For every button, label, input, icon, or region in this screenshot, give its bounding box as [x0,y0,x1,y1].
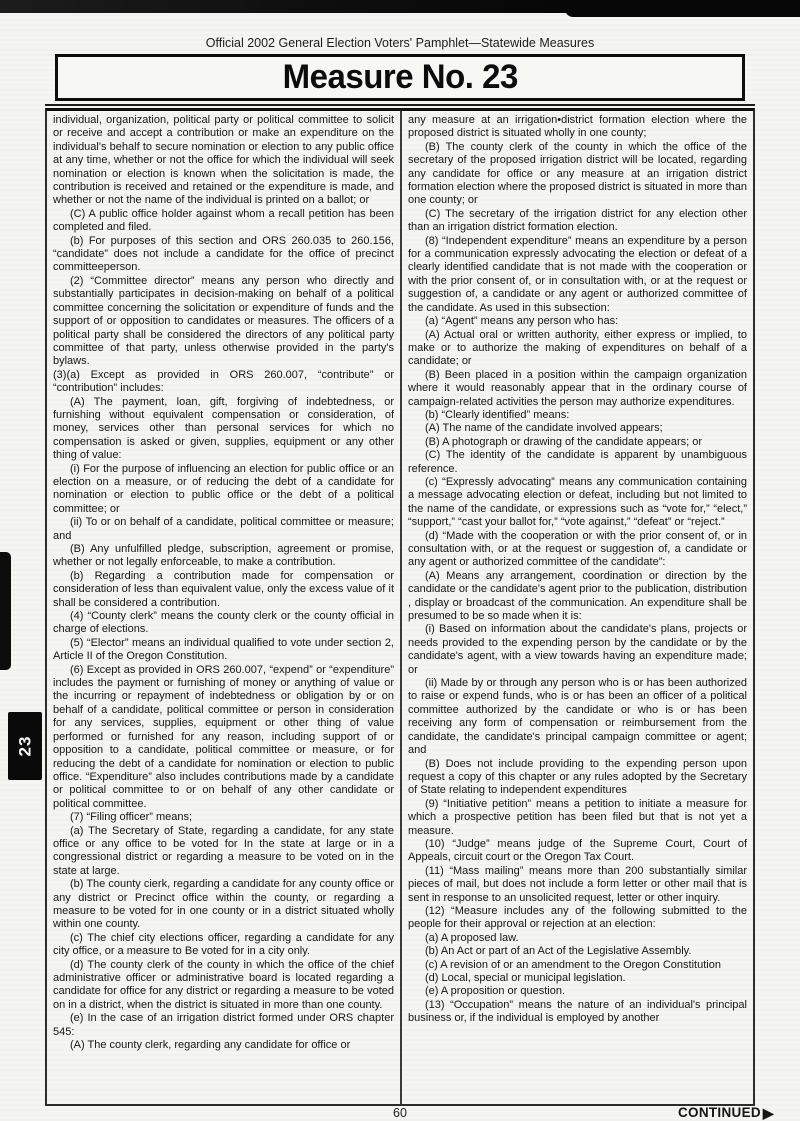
paragraph: (c) A revision of or an amendment to the Oregon Constitution [425,958,721,971]
paragraph: (b) The county cierk, regarding a candidate for any county office or any district or Precinct office within the county, or regarding a measure to be voted for in one county or in a district situated wholly within one county. [53,878,394,931]
paragraph: individual, organization, political party or political committee to solicit or receive and accept a contribution or make an expenditure on the individual's behalf to secure nomination or election to any public office at any time, whether or not the office for which the individual will seek nomination or election is known when the solicitation is made, the contribution is received and retained or the expenditure is made, and whether or not the name of the individual is printed on a ballot; or [53,114,394,207]
measure-title-box [55,54,745,101]
paragraph: (b) “Clearly identified” means: [425,408,570,421]
paragraph: (ii) Made by or through any person who is or has been authorized to raise or expend funds, who is or has been an officer of a political committee authorized by the candidate or who is or has been receiving any form of compensation or reimbursement from the candidate, the candidate's principal campaign committee or agent; and [408,677,747,757]
continued-arrow-icon: ▶ [762,1104,774,1121]
divider-rule [45,104,755,106]
paragraph: (e) In the case of an irrigation district formed under ORS chapter 545: [53,1012,394,1038]
scan-smudge [0,552,11,670]
paragraph: (B) Been placed in a position within the campaign organization where it would reasonably appear that in the ordinary course of campaign-related activities the person may authorize expenditures. [408,368,747,408]
paragraph: (d) The county clerk of the county in which the office of the chief administrative officer or administrative board is located regarding a candidate for office for any district or regarding a measure to be voted on in a district, when the district is situated in more than one county. [53,958,394,1011]
paragraph: (9) “Initiative petition” means a petition to initiate a measure for which a prospective petition has been filed but that is not yet a measure. [408,797,747,837]
paragraph: (e) A proposition or question. [425,985,566,998]
text-column-left [47,111,400,1104]
paragraph: (c) The chief city elections officer, regarding a candidate for any city office, or a measure to Be voted for in a city only. [53,931,394,958]
page-number: 60 [393,1106,407,1120]
paragraph: (C) A public office holder against whom a recall petition has been completed and filed. [53,207,394,234]
paragraph: (12) “Measure includes any of the following submitted to the people for their approval or rejection at an election: [408,904,747,931]
paragraph: (B) Any unfulfilled pledge, subscription, agreement or promise, whether or not legally enforceable, to make a contribution. [53,543,394,569]
paragraph: (10) “Judge” means judge of the Supreme Court, Court of Appeals, circuit court or the Oregon Tax Court. [408,837,747,864]
paragraph: (a) “Agent” means any person who has: [425,315,619,328]
running-header: Official 2002 General Election Voters' Pamphlet—Statewide Measures [205,36,595,50]
paragraph: (2) “Committee director” means any person who directly and substantially participates in decision-making on behalf of a political committee concerning the solicitation or expenditure of funds and the support of or opposition to candidates or measures. The officers of a political party shall be considered the directors of any political party committee of that party, unless otherwise provided in the party's bylaws. [53,274,394,368]
paragraph: (8) “Independent expenditure” means an expenditure by a person for a communication expressly advocating the election or defeat of a clearly identified candidate that is not made with the cooperation or with the prior consent of, or in consultation with, or at the request or suggestion of, a candidate or any agent or authorized committee of the candidate. As used in this subsection: [408,234,747,314]
paragraph: (3)(a) Except as provided in ORS 260.007, “contribute” or “contribution” includes: [53,368,394,395]
paragraph: (11) “Mass mailing” means more than 200 substantially similar pieces of mail, but does not include a form letter or other mail that is sent in response to an unsolicited request, letter or other inquiry. [408,864,747,904]
paragraph: (a) The Secretary of State, regarding a candidate, for any state office or any office to be voted for In the state at large or in a congressional district or regarding a measure to be voted on in the state at large. [53,824,394,877]
text-column-right [400,111,753,1104]
paragraph: (13) “Occupation” means the nature of an individual's principal business or, if the individual is employed by another [408,998,747,1025]
paragraph: (4) “County clerk” means the county clerk or the county official in charge of elections. [53,610,394,636]
paragraph: (i) For the purpose of influencing an election for public office or an election on a measure, or of reducing the debt of a candidate for nomination or election to public office or the debt of a political committee; or [53,462,394,515]
continued-marker [678,1105,774,1120]
continued-label: CONTINUED [677,1105,761,1120]
paragraph: (b) For purposes of this section and ORS 260.035 to 260.156, “candidate” does not include a candidate for the office of precinct committeeperson. [53,234,394,274]
paragraph: (i) Based on information about the candidate's plans, projects or needs provided to the expending person by the candidate or by the candidate's agent, with a view towards having an expenditure made; or [408,623,747,676]
paragraph: (B) Does not include providing to the expending person upon request a copy of this chapter or any rules adopted by the Secretary of State relating to independent expenditures [408,757,747,797]
paragraph: (C) The secretary of the irrigation district for any election other than an irrigation district formation election. [408,207,747,234]
paragraph: (5) “Elector” means an individual qualified to vote under section 2, Article II of the Oregon Constitution. [53,636,394,663]
measure-side-tab [8,712,42,780]
scan-edge-top-right [565,0,800,17]
paragraph: (7) “Filing officer” means; [70,811,193,824]
paragraph: (B) A photograph or drawing of the candidate appears; or [425,435,703,448]
paragraph: (C) The identity of the candidate is apparent by unambiguous reference. [408,449,747,475]
page-title: Measure No. 23 [282,58,518,96]
paragraph: (b) An Act or part of an Act of the Legislative Assembly. [425,945,692,958]
side-tab-label: 23 [14,735,34,757]
paragraph: any measure at an irrigation•district formation election where the proposed district is situated wholly in one county; [408,114,747,140]
paragraph: (ii) To or on behalf of a candidate, political committee or measure; and [53,516,394,542]
paragraph: (A) Means any arrangement, coordination or direction by the candidate or the candidate's agent prior to the publication, distribution , display or broadcast of the communication. An expenditure shall be presumed to be so made when it is: [408,569,747,623]
measure-text-body [45,108,755,1106]
paragraph: (d) Local, special or municipal legislation. [425,972,626,984]
paragraph: (b) Regarding a contribution made for compensation or consideration of less than equivalent value, only the excess value of it shall be considered a contribution. [53,569,394,609]
paragraph: (A) The county clerk, regarding any candidate for office or [70,1039,351,1052]
paragraph: (A) The payment, loan, gift, forgiving of indebtedness, or furnishing without equivalent compensation or consideration, of money, services other than personal services for which no compensation is asked or given, supplies, equipment or any other thing of value: [53,395,394,462]
paragraph: (a) A proposed law. [425,931,519,944]
paragraph: (c) “Expressly advocating” means any communication containing a message advocating election or defeat, including but not limited to the name of the candidate, or expressions such as “vote for,” “elect,” “support,” “cast your ballot for,” “vote against,” “defeat” or “reject.” [408,475,747,529]
paragraph: (A) Actual oral or written authority, either express or implied, to make or to authorize the making of expenditures on behalf of a candidate; or [408,328,747,368]
paragraph: (B) The county clerk of the county in which the office of the secretary of the proposed irrigation district will be located, regarding any candidate for office or any measure at an irrigation district formation election where the proposed district is situated in more than one county; or [408,140,747,207]
paragraph: (d) “Made with the cooperation or with the prior consent of, or in consultation with, or at the request or suggestion of, a candidate or any agent or authorized committee of the candidate”: [408,529,747,569]
paragraph: (6) Except as provided in ORS 260.007, “expend” or “expenditure” includes the payment or furnishing of money or anything of value or the incurring or repayment of indebtedness or obligation by or on behalf of a candidate, political committee or person in consideration for any services, supplies, equipment or other thing of value performed or furnished for any reason, including support of or opposition to a candidate, political committee or measure, or for reducing the debt of a candidate for nomination or election to public office. “Expenditure” also includes contributions made by a candidate or political committee to or on behalf of any other candidate or political committee. [53,663,394,810]
paragraph: (A) The name of the candidate involved appears; [425,422,663,435]
